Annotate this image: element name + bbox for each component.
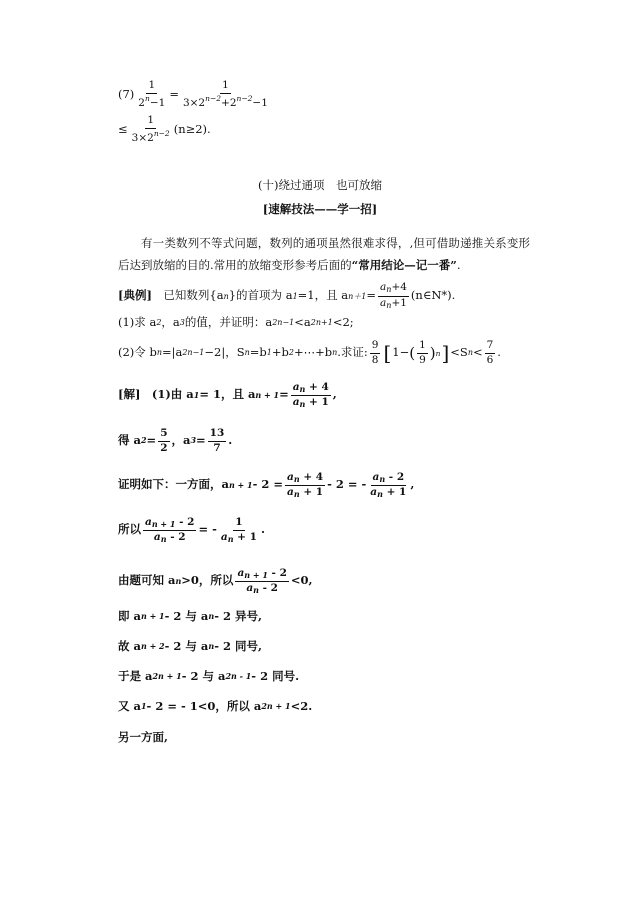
solution-step-4: 所以 $\frac{a_{n + 1} - 2}{a_n - 2}$ = - $\frac{1}{a_n + 1}$ .: [118, 516, 265, 544]
example-q2-rhs-fraction: $\frac{7}{6}$: [486, 339, 494, 366]
solution-step-9: 又 a 1 - 2 = - 1<0，所以 a 2n + 1 <2.: [118, 699, 313, 713]
solution-step-7: 故 a n + 2 - 2 与 a n - 2 同号,: [118, 639, 262, 653]
solution-step-5: 由题可知 a n >0，所以 $\frac{a_{n + 1} - 2}{a_n - 2}$ <0,: [118, 567, 313, 595]
solution-step-10: 另一方面,: [118, 730, 169, 744]
example-question-1: (1)求 a 2 ，a 3 的值，并证明：a 2n−1 <a 2n+1 <2;: [118, 315, 354, 329]
intro-paragraph: 有一类数列不等式问题，数列的通项虽然很难求得，,但可借助递推关系变形后达到放缩的目的.常用的放缩变形参考后面的“常用结论—记一番”.: [118, 236, 530, 272]
section-title: (十)绕过通项 也可放缩: [258, 178, 382, 192]
solution-step-1: [解] (1)由 a 1 = 1，且 a n + 1 = $\frac{a_n + 4}{a_n + 1}$ ,: [118, 381, 337, 409]
item7-ineq-fraction: $\frac{1}{3\times 2^{n-2}}$: [131, 114, 170, 144]
section-subtitle: [速解技法——学一招]: [262, 202, 378, 216]
solution-step-3: 证明如下：一方面，a n + 1 - 2 = $\frac{a_n + 4}{a_n + 1}$ - 2 = - $\frac{a_n - 2}{a_n + 1}$ ,: [118, 471, 415, 499]
example-question-2: (2)令 b n =|a 2n−1 −2|，S n =b 1 +b 2 +⋯+b n .求证: $\frac{9}{8}$ [ 1− ( $\frac{1}{9}$ ) n ] <S n < $\frac{7}{6}$ .: [118, 339, 501, 366]
item7-rhs-fraction: $\frac{1}{3\times 2^{n-2}+2^{n-2}-1}$: [182, 79, 268, 109]
example-tag: [典例]: [118, 288, 152, 303]
solution-step-6: 即 a n + 1 - 2 与 a n - 2 异号,: [118, 609, 262, 623]
item7-label: (7): [118, 86, 135, 101]
item7-formula: (7) $\frac{1}{2^n-1}$ = $\frac{1}{3\times 2^{n-2}+2^{n-2}-1}$: [118, 79, 268, 109]
intro-highlight: “常用结论—记一番”: [351, 258, 457, 272]
solution-step-2: 得 a 2 = $\frac{5}{2}$ ，a 3 = $\frac{13}{7}$ .: [118, 427, 233, 454]
example-q2-inner-fraction: $\frac{1}{9}$: [419, 339, 426, 366]
item7-inequality: ≤ $\frac{1}{3\times 2^{n-2}}$ (n≥2).: [118, 114, 211, 144]
example-statement: [典例] 已知数列{a n }的首项为 a 1 =1，且 a n＋1 = $\frac{a_n+4}{a_n+1}$ (n∈N*).: [118, 281, 456, 310]
example-q2-coef-fraction: $\frac{9}{8}$: [371, 339, 379, 366]
item7-lhs-fraction: $\frac{1}{2^n-1}$: [138, 79, 166, 109]
example-recurrence-fraction: $\frac{a_n+4}{a_n+1}$: [380, 281, 407, 310]
solution-step-8: 于是 a 2n + 1 - 2 与 a 2n - 1 - 2 同号.: [118, 669, 300, 683]
